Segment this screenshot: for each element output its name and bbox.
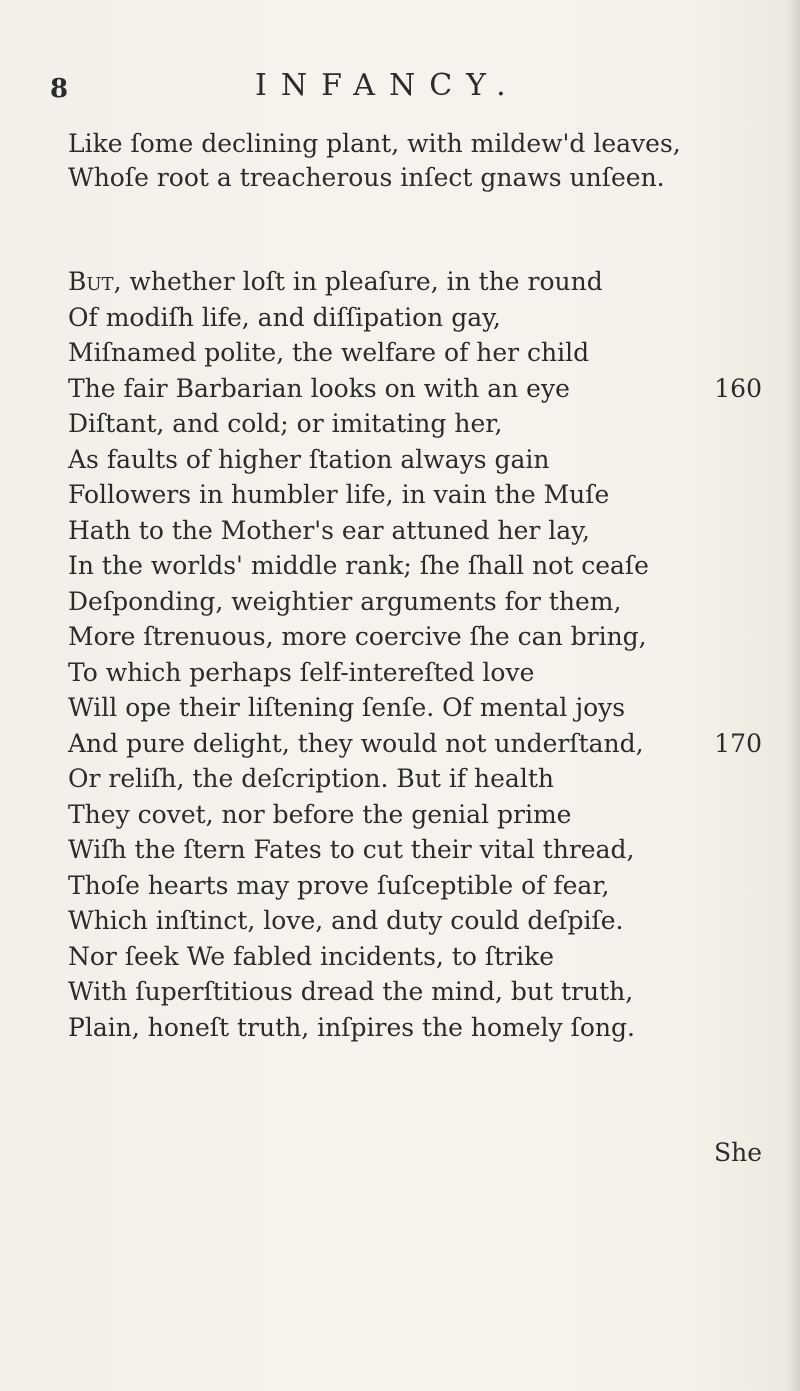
verse-line: More ſtrenuous, more coercive ſhe can bring,	[68, 622, 647, 651]
verse-line: Deſponding, weightier arguments for them,	[68, 587, 622, 616]
verse-line: Diſtant, and cold; or imitating her,	[68, 409, 503, 438]
page-edge-shadow	[786, 0, 800, 1391]
stanza-small-caps: ut	[86, 267, 114, 296]
verse-line: As faults of higher ſtation always gain	[68, 445, 550, 474]
page-number: 8	[50, 74, 70, 104]
catchword: She	[713, 1138, 762, 1167]
running-title: INFANCY.	[255, 68, 520, 103]
verse-line: Hath to the Mother's ear attuned her lay,	[68, 516, 590, 545]
line-number: 160	[714, 374, 762, 403]
stanza-initial: B	[68, 267, 87, 296]
verse-line-text: , whether loſt in pleaſure, in the round	[113, 267, 603, 296]
verse-line	[68, 266, 603, 298]
verse-line: Or reliſh, the deſcription. But if health	[68, 764, 554, 793]
verse-line: And pure delight, they would not underſtand,	[68, 729, 644, 758]
verse-line: Whoſe root a treacherous inſect gnaws unſeen.	[68, 163, 665, 192]
verse-line: Nor ſeek We fabled incidents, to ſtrike	[68, 942, 555, 971]
verse-line: The fair Barbarian looks on with an eye	[68, 374, 570, 403]
verse-line: They covet, nor before the genial prime	[68, 800, 572, 829]
verse-line: Followers in humbler life, in vain the Muſe	[68, 480, 610, 509]
verse-line: Miſnamed polite, the welfare of her child	[68, 338, 590, 367]
verse-line: Of modiſh life, and diſſipation gay,	[68, 303, 501, 332]
verse-line: Will ope their liſtening ſenſe. Of mental joys	[68, 693, 626, 722]
line-number: 170	[714, 729, 762, 758]
verse-line: In the worlds' middle rank; ſhe ſhall not ceaſe	[68, 551, 649, 580]
verse-line: Like ſome declining plant, with mildew'd leaves,	[68, 129, 681, 158]
verse-line: To which perhaps ſelf-intereſted love	[68, 658, 535, 687]
verse-line: Which inſtinct, love, and duty could deſpiſe.	[68, 906, 624, 935]
verse-line: With ſuperſtitious dread the mind, but truth,	[68, 977, 634, 1006]
verse-line: Thoſe hearts may prove ſuſceptible of fear,	[68, 871, 610, 900]
verse-line: Wiſh the ſtern Fates to cut their vital thread,	[68, 835, 635, 864]
verse-line: Plain, honeſt truth, inſpires the homely ſong.	[68, 1013, 635, 1042]
